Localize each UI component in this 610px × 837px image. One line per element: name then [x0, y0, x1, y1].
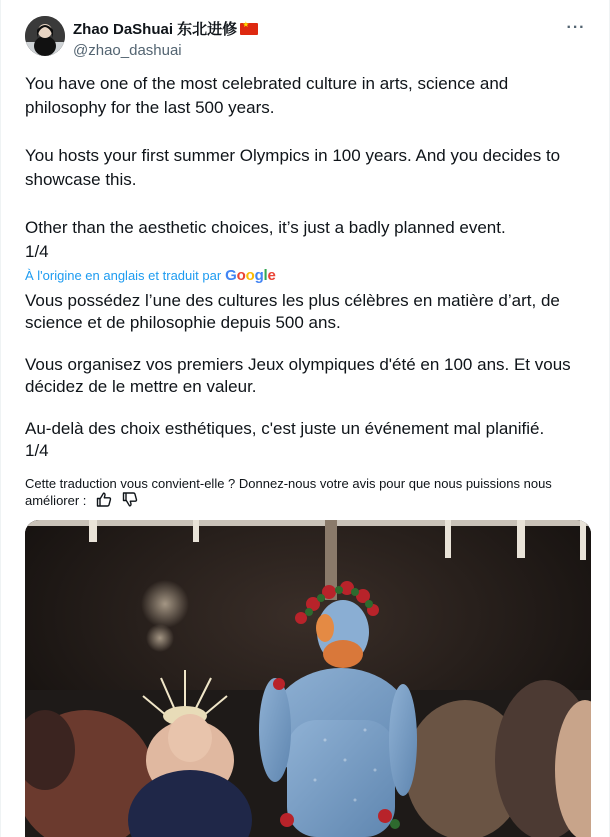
avatar[interactable]	[25, 16, 65, 56]
more-options-button[interactable]: ···	[566, 19, 586, 36]
tweet-paragraph: You hosts your first summer Olympics in 100 years. And you decides to showcase this.	[25, 146, 561, 189]
display-name-text: Zhao DaShuai 东北进修	[73, 21, 238, 38]
thumbs-down-icon[interactable]	[122, 492, 138, 511]
translation-notice[interactable]	[25, 267, 276, 284]
tweet-paragraph: Other than the aesthetic choices, it’s just a badly planned event.	[25, 218, 506, 237]
translation-paragraph: Vous possédez l’une des cultures les plus célèbres en matière d’art, de science et de philosophie depuis 500 ans.	[25, 291, 560, 332]
tweet-thread-counter: 1/4	[25, 242, 49, 261]
translation-paragraph: Vous organisez vos premiers Jeux olympiques d'été en 100 ans. Et vous décidez de le mettre en valeur.	[25, 355, 571, 396]
translation-thread-counter: 1/4	[25, 441, 49, 460]
tweet-header	[25, 16, 589, 60]
china-flag-icon	[240, 23, 258, 35]
author-names	[73, 18, 258, 59]
tweet-media-image[interactable]	[25, 520, 591, 837]
translated-text	[25, 290, 585, 462]
google-logo: Google	[225, 267, 276, 284]
author-display-name[interactable]	[73, 18, 258, 39]
translation-paragraph: Au-delà des choix esthétiques, c'est juste un événement mal planifié.	[25, 419, 545, 438]
author-handle[interactable]: @zhao_dashuai	[73, 42, 182, 59]
thumbs-up-icon[interactable]	[96, 492, 112, 511]
tweet-text	[25, 72, 585, 264]
translation-notice-label: À l'origine en anglais et traduit par	[25, 268, 222, 283]
translation-feedback	[25, 475, 585, 511]
tweet-paragraph: You have one of the most celebrated culture in arts, science and philosophy for the last 500 years.	[25, 74, 509, 117]
feedback-question: Cette traduction vous convient-elle ? Donnez-nous votre avis pour que nous puissions nous améliorer :	[25, 476, 552, 508]
